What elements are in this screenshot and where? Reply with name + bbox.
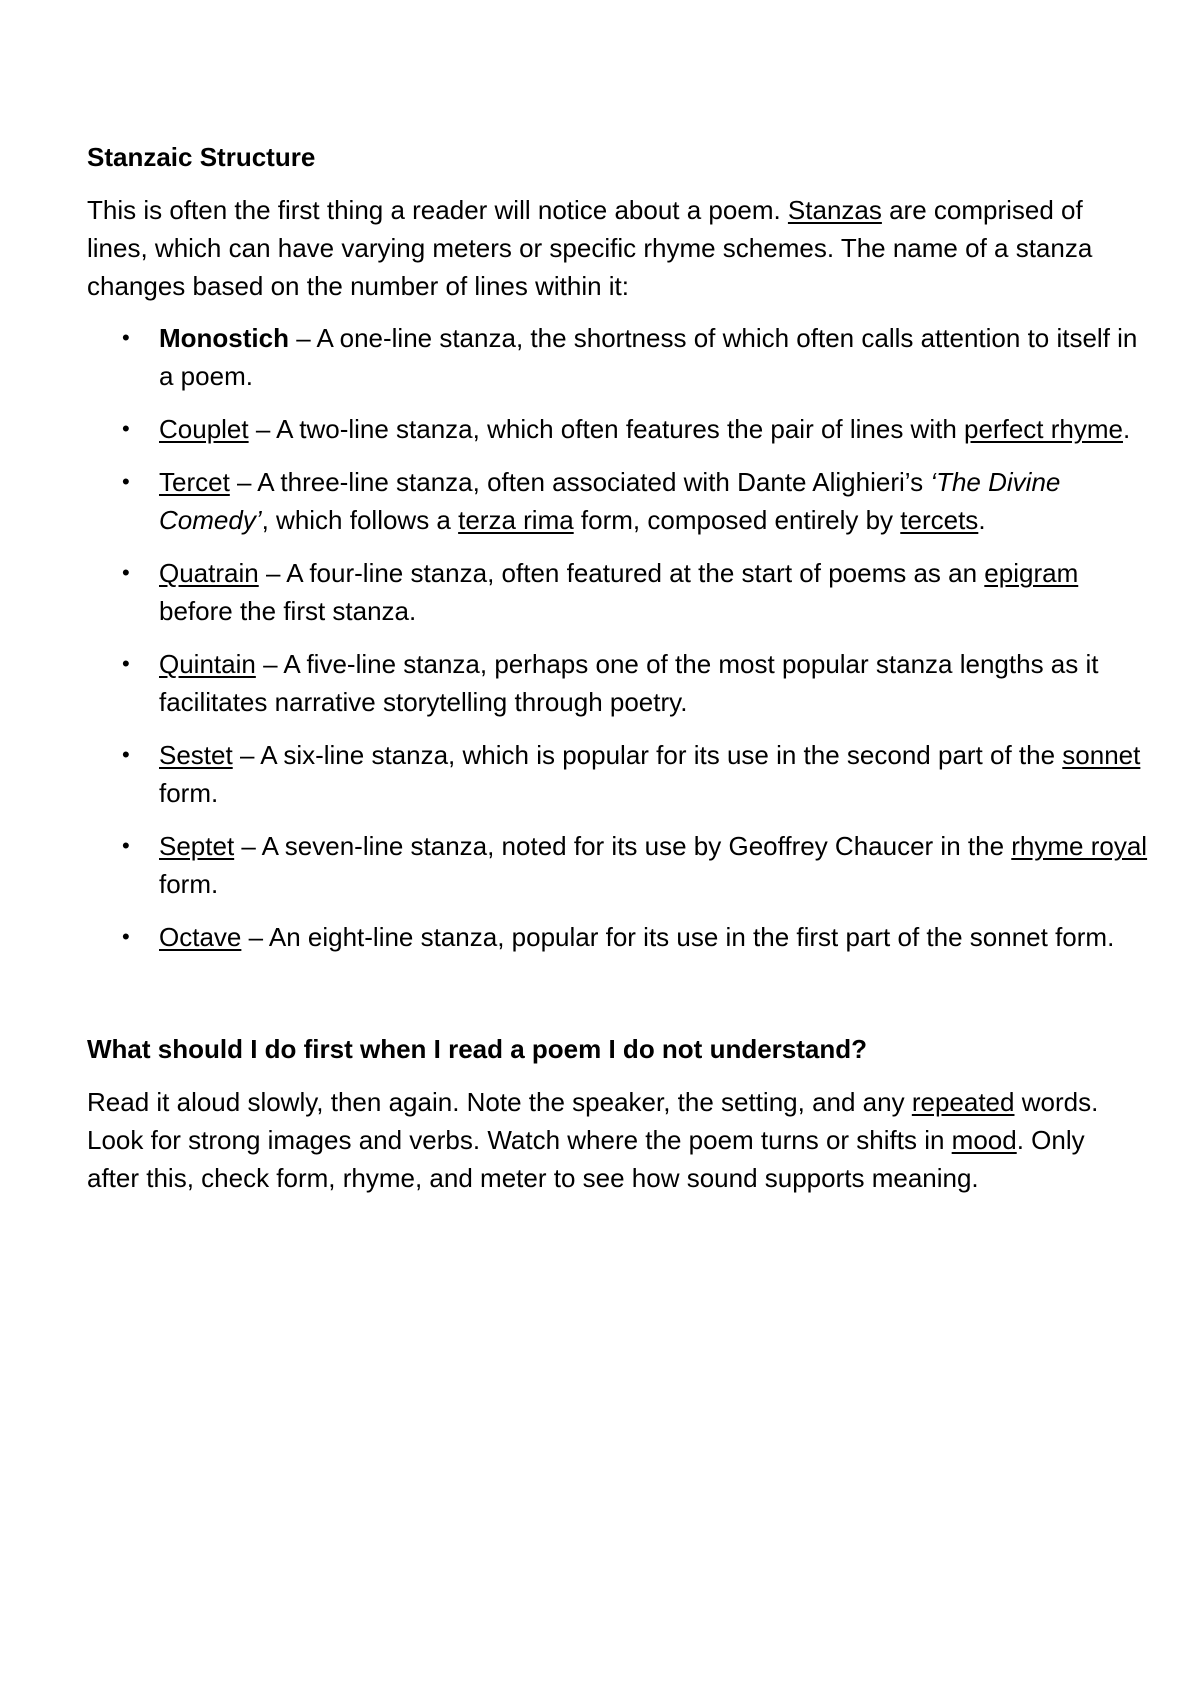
sonnet-link[interactable]: sonnet bbox=[1062, 740, 1141, 771]
desc-quatrain-a: – A four-line stanza, often featured at the start of poems as an bbox=[258, 558, 985, 589]
list-item-sestet bbox=[87, 736, 1159, 812]
desc-tercet-d: . bbox=[978, 505, 986, 536]
list-item-tercet bbox=[87, 463, 1159, 539]
tercets-link[interactable]: tercets bbox=[900, 505, 979, 536]
repeated-link[interactable]: repeated bbox=[911, 1087, 1015, 1118]
rhyme-royal-link[interactable]: rhyme royal bbox=[1011, 831, 1148, 862]
desc-sestet-a: – A six-line stanza, which is popular for its use in the second part of the bbox=[232, 740, 1063, 771]
septet-link[interactable]: Septet bbox=[159, 831, 235, 862]
terza-rima-link[interactable]: terza rima bbox=[458, 505, 574, 536]
mood-link[interactable]: mood bbox=[951, 1125, 1017, 1156]
intro-text-2: are comprised of lines, which can have varying meters or specific rhyme schemes. The name of a stanza changes based on the number of lines within it: bbox=[87, 195, 1093, 302]
section-heading-first-steps: What should I do first when I read a poem I do not understand? bbox=[87, 1034, 868, 1065]
list-item-septet bbox=[87, 827, 1159, 903]
desc-monostich: – A one-line stanza, the shortness of which often calls attention to itself in a poem. bbox=[159, 323, 1138, 392]
sestet-link[interactable]: Sestet bbox=[159, 740, 233, 771]
intro-paragraph bbox=[87, 191, 1137, 305]
divine-comedy-title: ‘The Divine Comedy’ bbox=[159, 467, 1061, 536]
desc-couplet-b: . bbox=[1122, 414, 1131, 445]
advice-paragraph bbox=[87, 1083, 1117, 1197]
perfect-rhyme-link[interactable]: perfect rhyme bbox=[964, 414, 1123, 445]
desc-septet-a: – A seven-line stanza, noted for its use by Geoffrey Chaucer in the bbox=[234, 831, 1012, 862]
desc-octave: – An eight-line stanza, popular for its use in the first part of the sonnet form. bbox=[241, 922, 1115, 953]
list-item-quatrain bbox=[87, 554, 1159, 630]
desc-sestet-b: form. bbox=[159, 778, 219, 809]
quintain-link[interactable]: Quintain bbox=[159, 649, 256, 680]
desc-tercet-b: , which follows a bbox=[261, 505, 459, 536]
desc-quatrain-b: before the first stanza. bbox=[159, 596, 417, 627]
desc-couplet-a: – A two-line stanza, which often features the pair of lines with bbox=[248, 414, 965, 445]
couplet-link[interactable]: Couplet bbox=[159, 414, 249, 445]
intro-text-1: This is often the first thing a reader will notice about a poem. bbox=[87, 195, 788, 226]
advice-text-3: . Only after this, check form, rhyme, and meter to see how sound supports meaning. bbox=[87, 1125, 1085, 1194]
advice-text-1: Read it aloud slowly, then again. Note the speaker, the setting, and any bbox=[87, 1087, 912, 1118]
tercet-link[interactable]: Tercet bbox=[159, 467, 230, 498]
list-item-couplet bbox=[87, 410, 1159, 448]
desc-septet-b: form. bbox=[159, 869, 219, 900]
section-heading-stanzaic-structure: Stanzaic Structure bbox=[87, 142, 316, 172]
desc-tercet-a: – A three-line stanza, often associated with Dante Alighieri’s bbox=[229, 467, 931, 498]
list-item-octave bbox=[87, 918, 1159, 956]
stanza-types-list bbox=[87, 319, 1148, 956]
octave-link[interactable]: Octave bbox=[159, 922, 242, 953]
advice-text-2: words. Look for strong images and verbs. Watch where the poem turns or shifts in bbox=[87, 1087, 1099, 1156]
list-item-quintain bbox=[87, 645, 1159, 721]
stanzas-link[interactable]: Stanzas bbox=[787, 195, 882, 226]
desc-tercet-c: form, composed entirely by bbox=[573, 505, 901, 536]
epigram-link[interactable]: epigram bbox=[984, 558, 1079, 589]
quatrain-link[interactable]: Quatrain bbox=[159, 558, 259, 589]
desc-quintain: – A five-line stanza, perhaps one of the most popular stanza lengths as it facilitates narrative storytelling through poetry. bbox=[159, 649, 1099, 718]
term-monostich: Monostich bbox=[159, 323, 289, 354]
list-item-monostich bbox=[87, 319, 1159, 395]
